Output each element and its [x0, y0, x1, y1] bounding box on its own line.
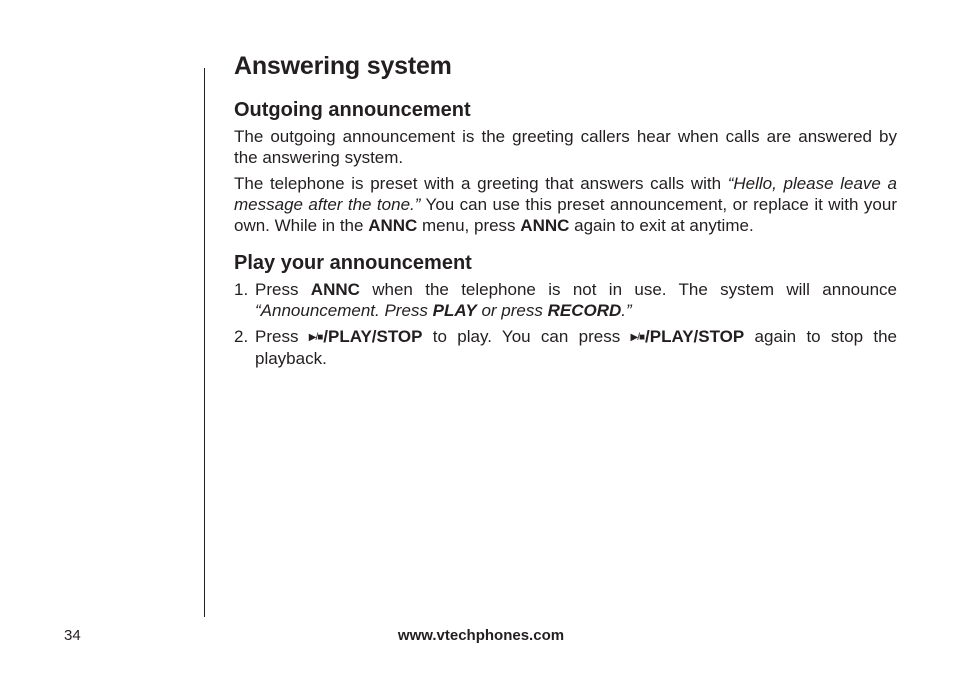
annc-key-label: ANNC — [310, 280, 360, 299]
page-title: Answering system — [234, 52, 452, 80]
outgoing-preset-paragraph — [234, 173, 897, 236]
step-number: 2. — [234, 327, 249, 346]
play-key-label: PLAY — [432, 301, 477, 320]
step-text: again to stop the playback. — [255, 327, 897, 368]
outgoing-intro-paragraph: The outgoing announcement is the greeting callers hear when calls are answered by the answering system. — [234, 127, 897, 167]
paragraph-text: The telephone is preset with a greeting that answers calls with — [234, 174, 728, 193]
step-text: Press — [255, 280, 311, 299]
play-steps-list — [234, 279, 897, 369]
website-url: www.vtechphones.com — [397, 627, 565, 644]
step-number: 1. — [234, 280, 249, 299]
page-content — [234, 50, 897, 369]
step-text: Press — [255, 327, 309, 346]
preset-greeting-quote: “Hello, please leave a message after the tone.” — [234, 174, 897, 214]
record-key-label: RECORD — [547, 301, 622, 320]
step-text: to play. You can press — [422, 327, 631, 346]
outgoing-announcement-heading: Outgoing announcement — [234, 99, 471, 121]
list-item — [234, 279, 897, 321]
play-stop-key-label: /PLAY/STOP — [323, 327, 423, 346]
paragraph-text: again to exit at anytime. — [569, 216, 754, 235]
quote-text: “Announcement. Press — [255, 301, 433, 320]
list-item — [234, 326, 897, 369]
page-number: 34 — [64, 627, 81, 644]
quote-text: or press — [476, 301, 548, 320]
annc-key-label: ANNC — [368, 216, 418, 235]
play-stop-icon: ▶/■ — [308, 332, 323, 343]
play-announcement-heading: Play your announcement — [234, 252, 472, 274]
play-stop-key-label: /PLAY/STOP — [645, 327, 745, 346]
quote-text: .” — [621, 301, 632, 320]
step-text: when the telephone is not in use. The system will announce — [359, 280, 897, 299]
announcement-quote — [255, 301, 632, 320]
annc-key-label: ANNC — [520, 216, 570, 235]
vertical-margin-rule — [204, 68, 205, 617]
paragraph-text: You can use this preset announcement, or replace it with your own. While in the — [234, 195, 897, 235]
paragraph-text: menu, press — [417, 216, 521, 235]
play-stop-icon: ▶/■ — [630, 332, 645, 343]
